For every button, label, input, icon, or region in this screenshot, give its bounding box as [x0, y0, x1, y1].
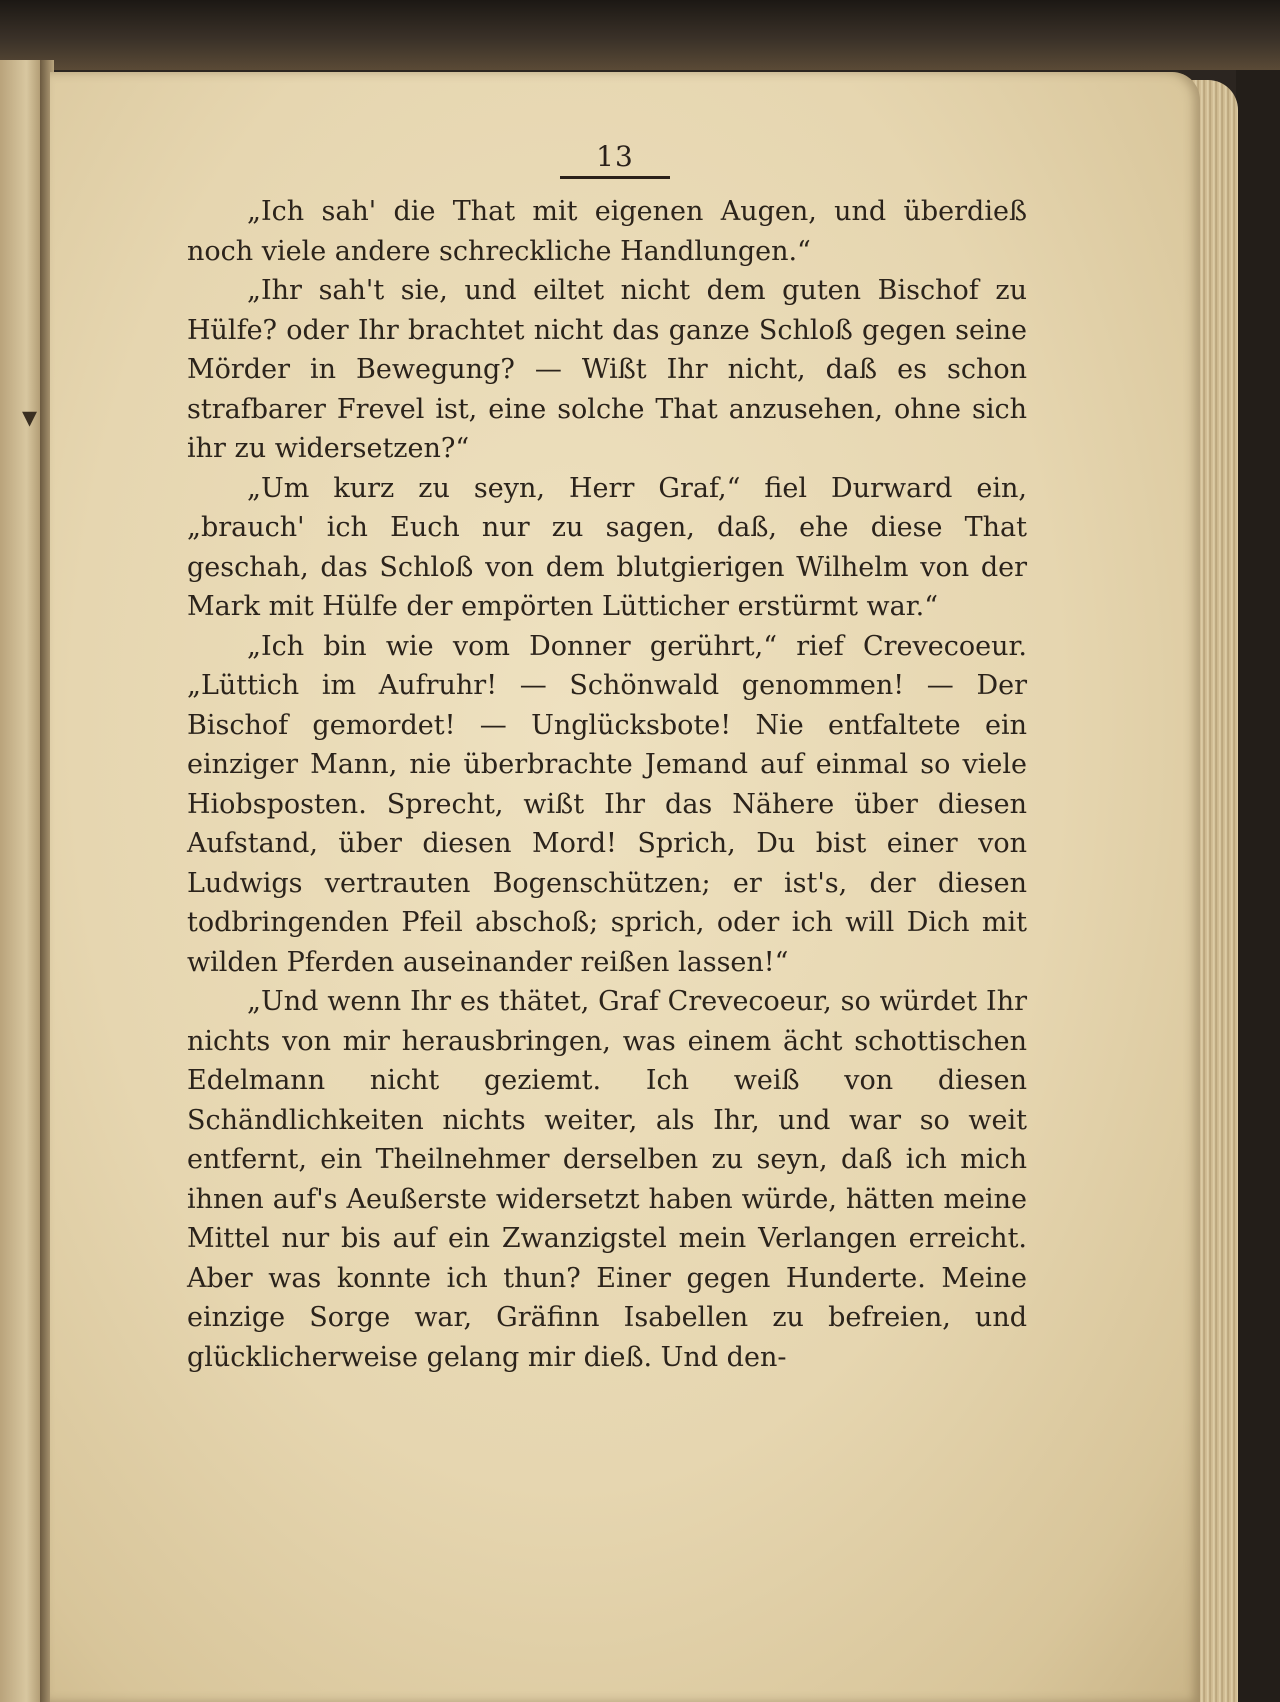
paragraph: „Ich sah' die That mit eigenen Augen, und überdieß noch viele andere schreckliche Handlungen.“ [187, 196, 1027, 267]
paragraph: „Ich bin wie vom Donner gerührt,“ rief Crevecoeur. „Lüttich im Aufruhr! — Schönwald genommen! — Der Bischof gemordet! — Unglücksbote! Nie entfaltete ein einziger Mann, nie überbrachte Jemand auf einmal so viele Hiobsposten. Sprecht, wißt Ihr das Nähere über diesen Aufstand, über diesen Mord! Sprich, Du bist einer von Ludwigs vertrauten Bogenschützen; er ist's, der diesen todbringenden Pfeil abschoß; sprich, oder ich will Dich mit wilden Pferden auseinander reißen lassen!“ [187, 630, 1027, 978]
paragraph: „Um kurz zu seyn, Herr Graf,“ fiel Durward ein, „brauch' ich Euch nur zu sagen, daß, ehe diese That geschah, das Schloß von dem blutgierigen Wilhelm von der Mark mit Hülfe der empörten Lütticher erstürmt war.“ [187, 472, 1027, 622]
margin-mark: ▾ [22, 400, 38, 435]
paragraph: „Und wenn Ihr es thätet, Graf Crevecoeur, so würdet Ihr nichts von mir herausbringen, was einem ächt schottischen Edelmann nicht geziemt. Ich weiß von diesen Schändlichkeiten nichts weiter, als Ihr, und war so weit entfernt, ein Theilnehmer derselben zu seyn, daß ich mich ihnen auf's Aeußerste widersetzt haben würde, hätten meine Mittel nur bis auf ein Zwanzigstel mein Verlangen erreicht. Aber was konnte ich thun? Einer gegen Hunderte. Meine einzige Sorge war, Gräfinn Isabellen zu befreien, und glücklicherweise gelang mir dieß. Und den- [187, 986, 1027, 1373]
body-text [187, 192, 1027, 1377]
paragraph: „Ihr sah't sie, und eiltet nicht dem guten Bischof zu Hülfe? oder Ihr brachtet nicht das ganze Schloß gegen seine Mörder in Bewegung? — Wißt Ihr nicht, daß es schon strafbarer Frevel ist, eine solche That anzusehen, ohne sich ihr zu widersetzen?“ [187, 275, 1027, 464]
page-number-rule [560, 176, 670, 179]
background-right [1236, 70, 1280, 1702]
facing-page-edge [0, 60, 44, 1702]
page-number: 13 [596, 140, 634, 173]
book-top-edge [0, 0, 1280, 70]
